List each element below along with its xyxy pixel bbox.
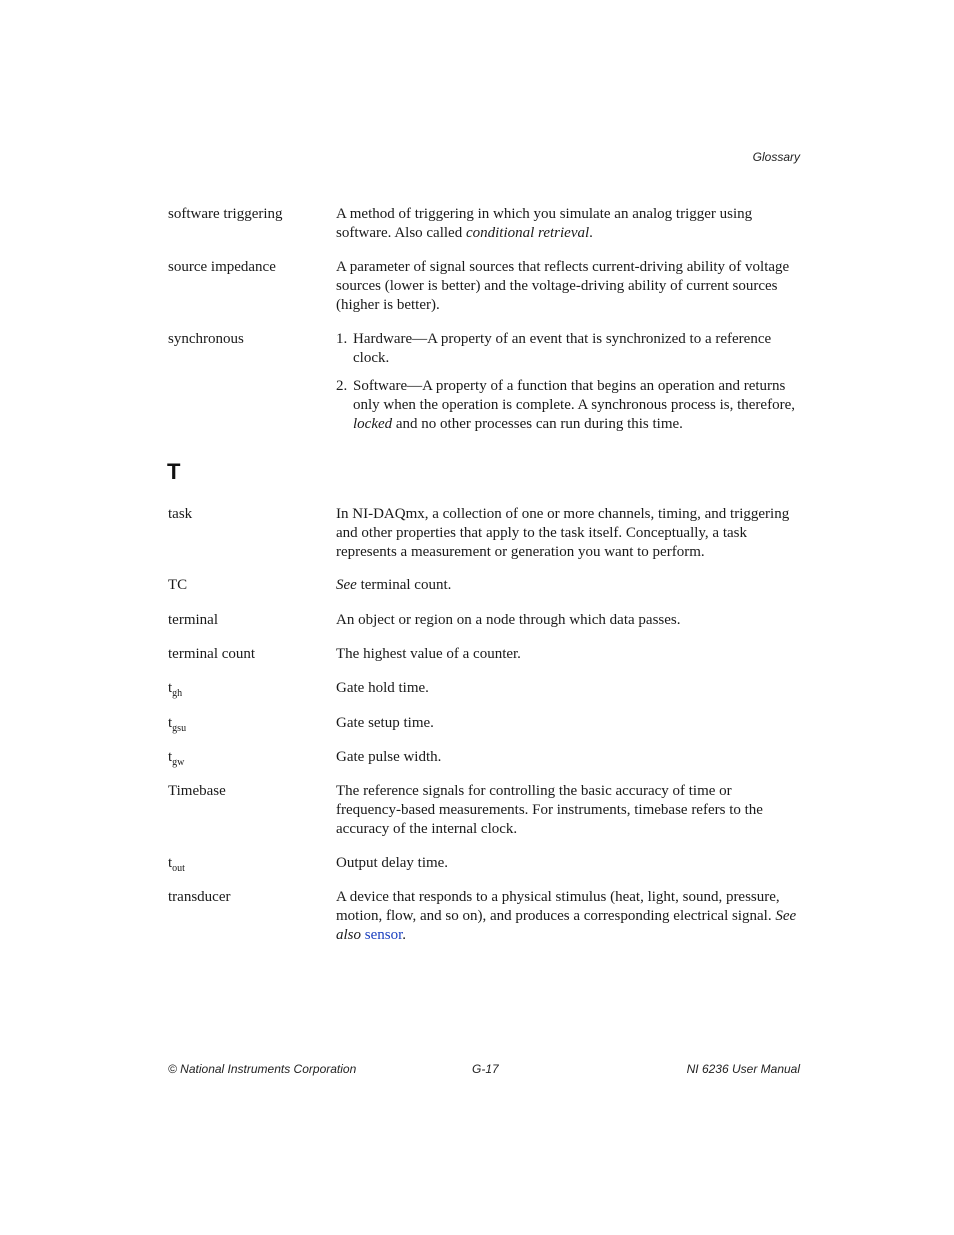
item-number: 1. bbox=[336, 331, 348, 347]
definition-italic: See bbox=[336, 577, 357, 593]
term-subscript: gw bbox=[172, 757, 185, 768]
glossary-definition: The reference signals for controlling the basic accuracy of time or frequency-based measurements. For instruments, timebase refers to the accuracy of the internal clock. bbox=[336, 783, 763, 837]
glossary-term: task bbox=[168, 506, 193, 522]
glossary-definition: Gate hold time. bbox=[336, 680, 429, 696]
definition-italic: See also bbox=[336, 908, 797, 943]
definition-italic: conditional retrieval bbox=[465, 225, 590, 241]
glossary-term: source impedance bbox=[168, 259, 276, 275]
term-base: t bbox=[168, 855, 173, 871]
glossary-term bbox=[168, 748, 328, 768]
glossary-definition bbox=[336, 888, 800, 945]
glossary-term bbox=[168, 714, 328, 734]
definition-text: . bbox=[402, 927, 407, 943]
glossary-term: transducer bbox=[168, 889, 231, 905]
term-base: t bbox=[168, 680, 173, 696]
glossary-definition: An object or region on a node through which data passes. bbox=[336, 612, 681, 628]
glossary-definition: Output delay time. bbox=[336, 855, 449, 871]
footer-manual-title: NI 6236 User Manual bbox=[686, 1062, 800, 1076]
glossary-term bbox=[168, 679, 328, 699]
item-text: and no other processes can run during this time. bbox=[392, 416, 683, 432]
glossary-term: Timebase bbox=[168, 783, 226, 799]
term-subscript: out bbox=[172, 863, 185, 874]
glossary-definition bbox=[336, 330, 800, 434]
glossary-definition: Gate pulse width. bbox=[336, 749, 442, 765]
term-subscript: gsu bbox=[172, 723, 187, 734]
item-number: 2. bbox=[336, 378, 348, 394]
definition-text: . bbox=[589, 225, 593, 241]
numbered-item bbox=[336, 330, 800, 368]
sensor-link[interactable]: sensor bbox=[364, 927, 403, 943]
glossary-term: software triggering bbox=[168, 206, 283, 222]
glossary-term: TC bbox=[168, 577, 188, 593]
glossary-definition: Gate setup time. bbox=[336, 715, 434, 731]
glossary-term: synchronous bbox=[168, 331, 244, 347]
glossary-term bbox=[168, 854, 328, 874]
definition-text: terminal count. bbox=[356, 577, 452, 593]
glossary-definition bbox=[336, 576, 800, 595]
definition-text: A method of triggering in which you simulate an analog trigger using software. Also called bbox=[336, 206, 753, 241]
glossary-definition: The highest value of a counter. bbox=[336, 646, 521, 662]
footer-copyright: © National Instruments Corporation bbox=[168, 1062, 357, 1076]
glossary-definition bbox=[336, 205, 800, 243]
item-text: Hardware—A property of an event that is synchronized to a reference clock. bbox=[353, 331, 772, 366]
footer-page-number: G-17 bbox=[472, 1062, 499, 1076]
definition-text: A device that responds to a physical stimulus (heat, light, sound, pressure, motion, flow, and so on), and produces a corresponding electrical signal. bbox=[336, 889, 780, 924]
numbered-item bbox=[336, 377, 800, 434]
item-italic: locked bbox=[353, 416, 393, 432]
glossary-term: terminal count bbox=[168, 646, 256, 662]
glossary-definition: A parameter of signal sources that reflects current-driving ability of voltage sources (lower is better) and the voltage-driving ability of current sources (higher is better). bbox=[336, 259, 790, 313]
item-text: Software—A property of a function that begins an operation and returns only when the operation is complete. A synchronous process is, therefore, bbox=[353, 378, 795, 413]
term-base: t bbox=[168, 749, 173, 765]
term-base: t bbox=[168, 715, 173, 731]
running-header: Glossary bbox=[752, 150, 800, 164]
glossary-term: terminal bbox=[168, 612, 218, 628]
glossary-definition: In NI-DAQmx, a collection of one or more channels, timing, and triggering and other properties that apply to the task itself. Conceptually, a task represents a measurement or generation you want to perform. bbox=[336, 506, 790, 560]
term-subscript: gh bbox=[172, 688, 183, 699]
section-letter-heading: T bbox=[167, 459, 181, 484]
